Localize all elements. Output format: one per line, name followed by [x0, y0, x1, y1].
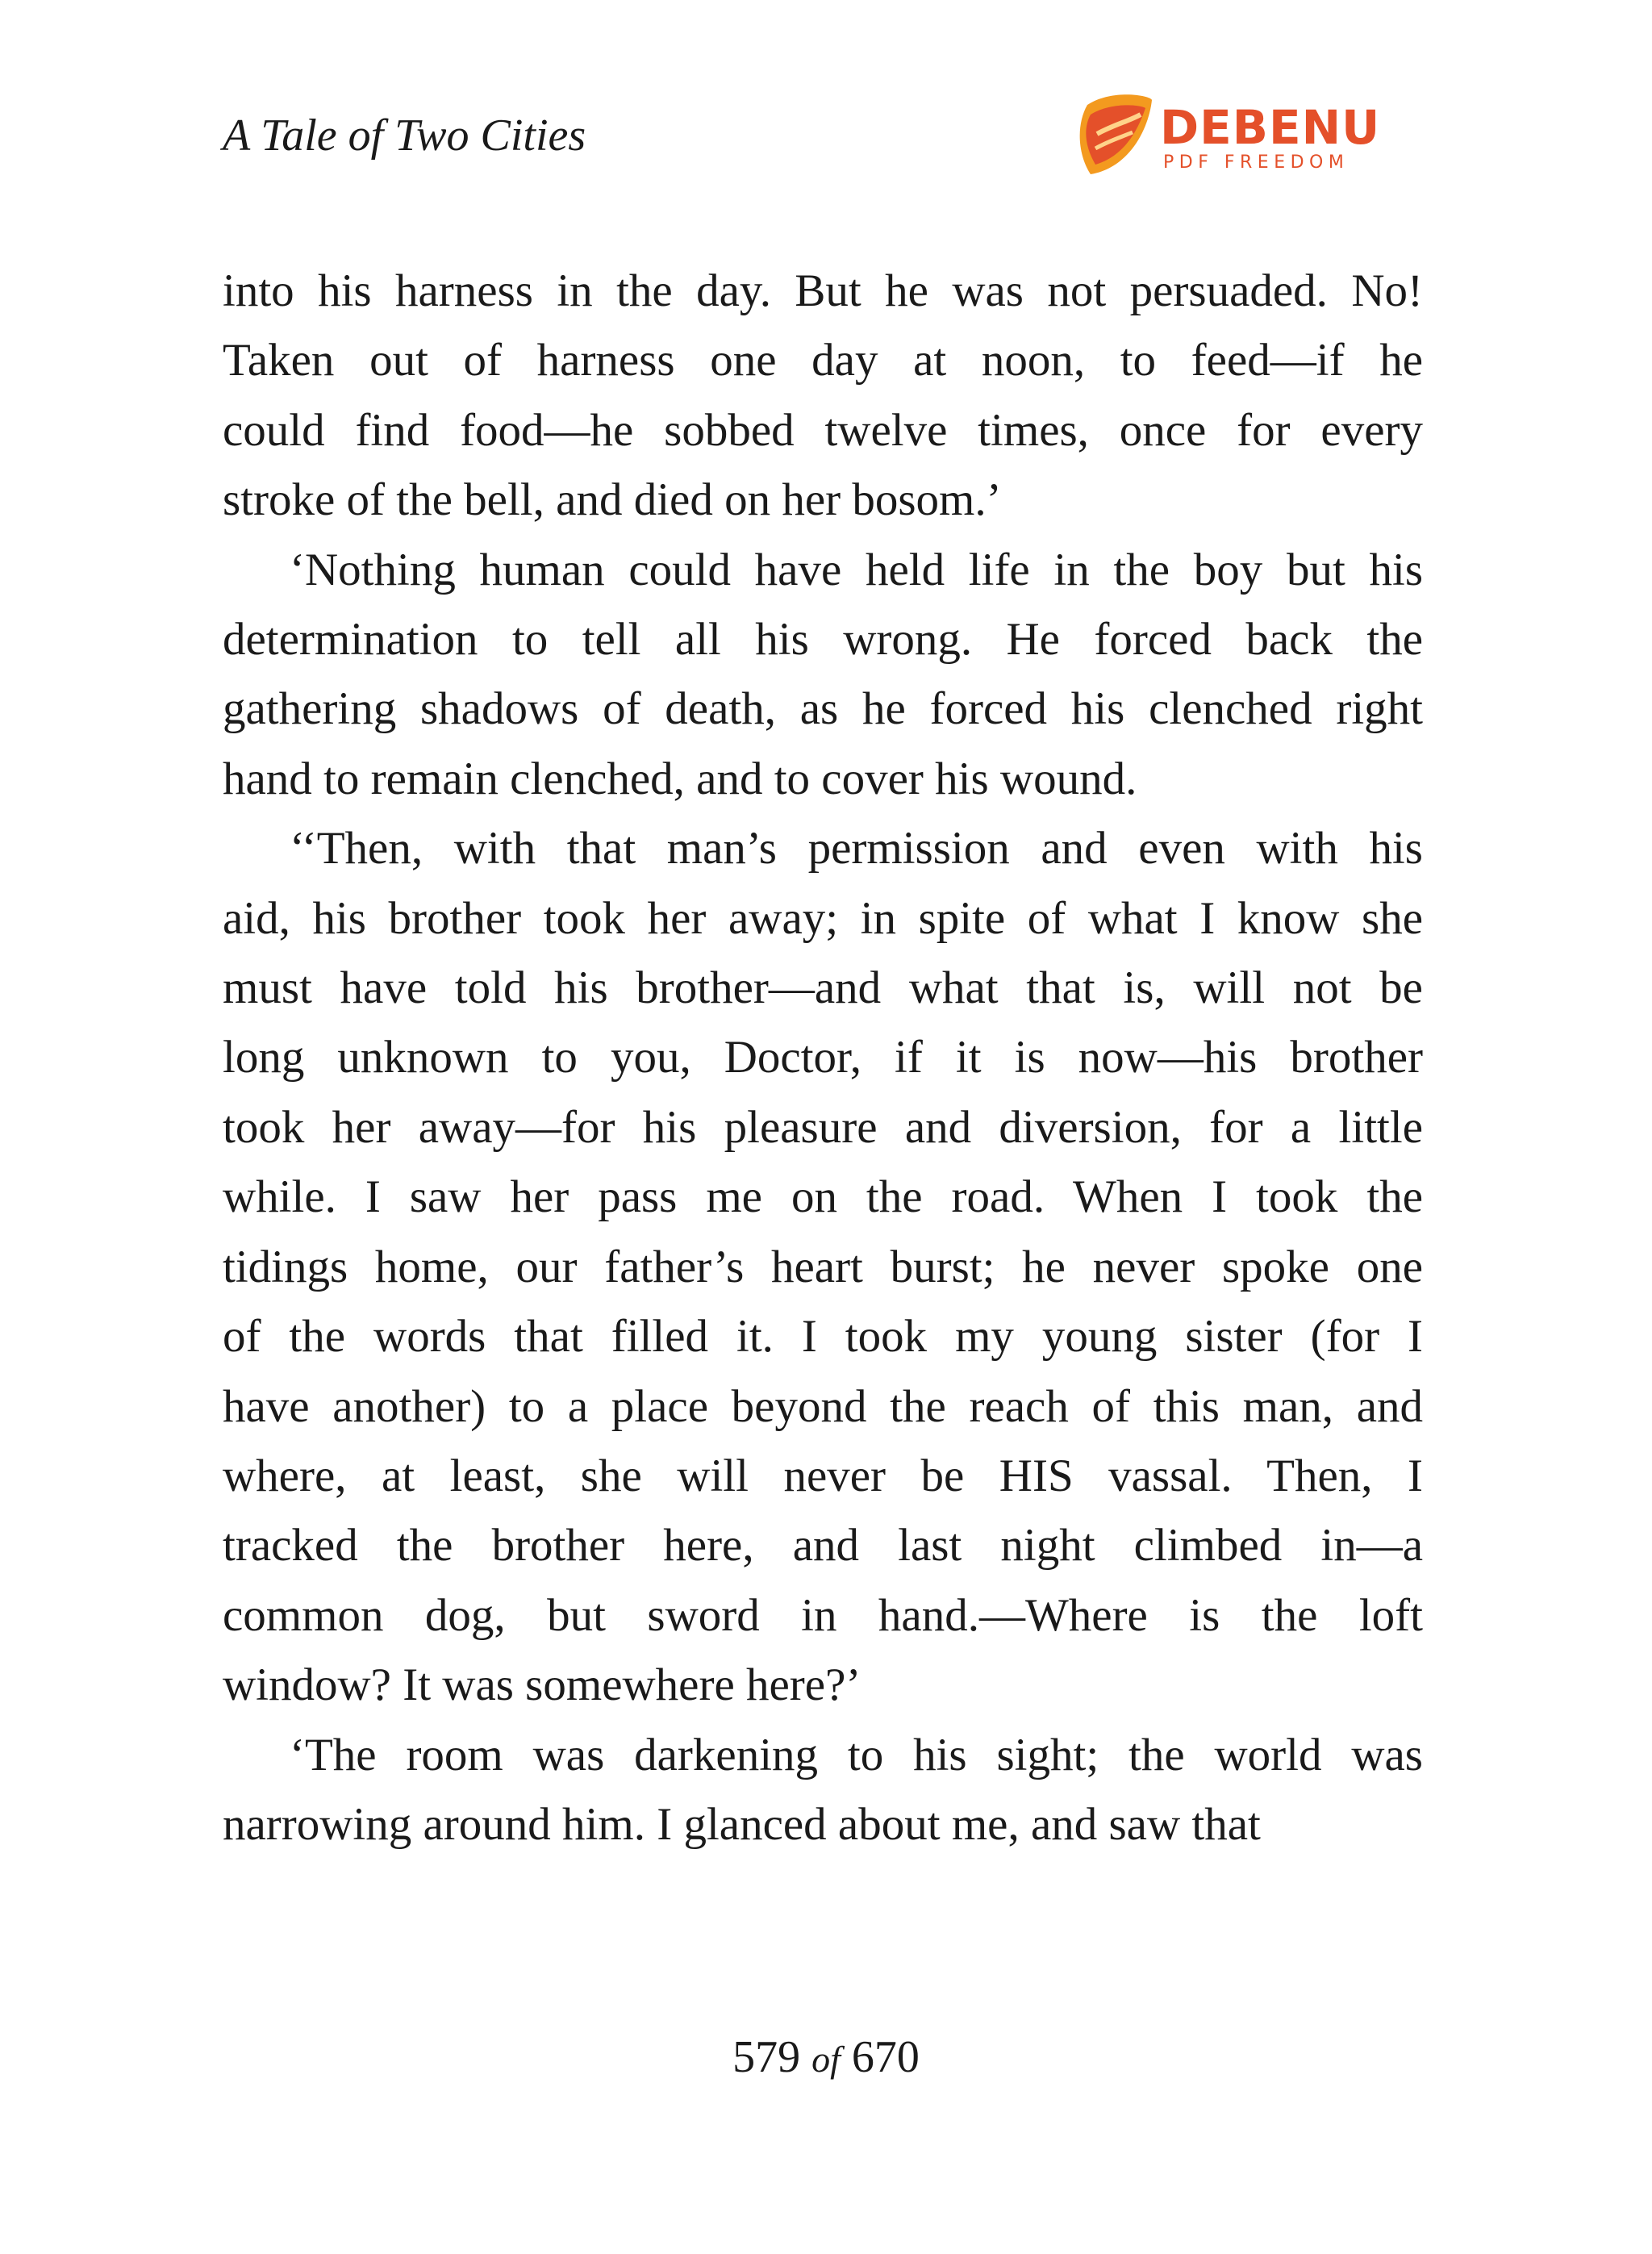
text-line: hand to remain clenched, and to cover his wound.	[223, 753, 1137, 804]
page-number	[0, 2025, 1652, 2092]
current-page-number: 579	[732, 2032, 801, 2082]
text-line: into his harness in the day. But he was not persuaded. No!	[223, 265, 1423, 316]
text-line: have another) to a place beyond the reach of this man, and	[223, 1380, 1423, 1432]
text-line: tidings home, our father’s heart burst; he never spoke one	[223, 1241, 1423, 1292]
text-line: tracked the brother here, and last night climbed in—a	[223, 1520, 1423, 1572]
debenu-leaf-icon	[1073, 90, 1153, 179]
book-title: A Tale of Two Cities	[223, 111, 586, 161]
page-number-separator: of	[811, 2039, 841, 2080]
logo-tagline: PDF FREEDOM	[1163, 152, 1350, 173]
text-line: common dog, but sword in hand.—Where is the loft	[223, 1589, 1423, 1641]
text-line: while. I saw her pass me on the road. When I took the	[223, 1171, 1423, 1223]
page-body	[223, 257, 1423, 1860]
debenu-logo	[1073, 90, 1444, 179]
text-line: ‘The room was darkening to his sight; the world was	[290, 1729, 1423, 1780]
text-line: must have told his brother—and what that is, will not be	[223, 962, 1423, 1014]
text-line: gathering shadows of death, as he forced his clenched right	[223, 683, 1423, 735]
text-line: narrowing around him. I glanced about me, and saw that	[223, 1798, 1261, 1850]
text-line: of the words that filled it. I took my young sister (for I	[223, 1311, 1423, 1363]
logo-wordmark: DEBENU	[1160, 100, 1381, 155]
text-line: stroke of the bell, and died on her bosom.’	[223, 474, 1002, 526]
total-page-count: 670	[851, 2032, 920, 2082]
text-line: window? It was somewhere here?’	[223, 1659, 861, 1711]
text-line: took her away—for his pleasure and diversion, for a little	[223, 1101, 1423, 1153]
text-line: could find food—he sobbed twelve times, once for every	[223, 404, 1423, 456]
text-line: ‘‘Then, with that man’s permission and even with his	[290, 823, 1423, 874]
text-line: determination to tell all his wrong. He forced back the	[223, 614, 1423, 666]
text-line: where, at least, she will never be HIS vassal. Then, I	[223, 1450, 1423, 1501]
text-line: long unknown to you, Doctor, if it is now—his brother	[223, 1032, 1423, 1083]
text-line: aid, his brother took her away; in spite of what I know she	[223, 892, 1423, 944]
text-line: Taken out of harness one day at noon, to feed—if he	[223, 335, 1423, 386]
text-line: ‘Nothing human could have held life in the boy but his	[290, 544, 1423, 595]
